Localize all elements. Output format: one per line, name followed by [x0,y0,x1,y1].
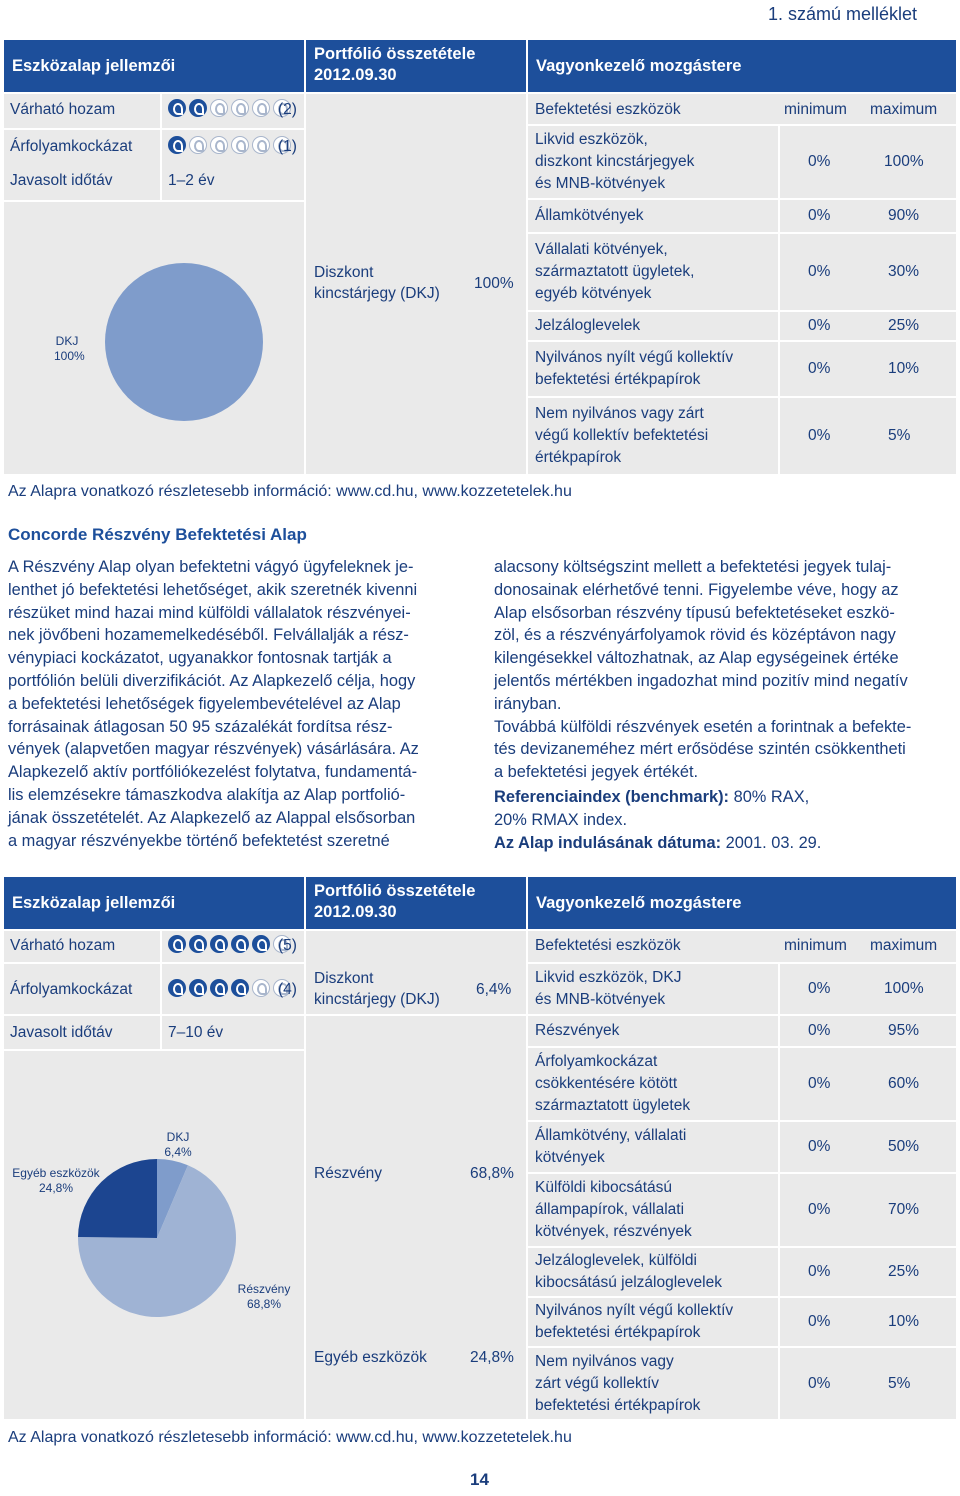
rating-icon [210,979,228,997]
fund1-comp-name-1: Diszkont kincstárjegy (DKJ) [314,264,440,302]
range-row-max: 10% [888,1313,920,1330]
fund1-range-head-assets: Befektetési eszközök [535,101,681,118]
fund2-pie-label-dkj: DKJ 6,4% [164,1130,192,1159]
range-row-min: 0% [808,980,831,997]
rating-icon [210,99,228,117]
fund2-header-range: Vagyonkezelő mozgástere [528,877,956,929]
rating-icon [210,136,228,154]
range-row-min: 0% [808,153,831,170]
annex-label: 1. számú melléklet [768,4,918,24]
rating-icon [252,935,270,953]
rating-icon [252,99,270,117]
fund2-header-char: Eszközalap jellemzői [4,877,304,929]
fund2-comp-value-1: 6,4% [476,981,512,998]
range-row-max: 30% [888,263,920,280]
text-line: lis elemzésekre támaszkodva alakítja az Alap portfolió- [8,785,406,804]
range-row-max: 95% [888,1022,920,1039]
range-row-max: 50% [888,1138,920,1155]
range-row-max: 5% [888,1374,911,1392]
range-row-min: 0% [808,1374,831,1392]
rating-icon [189,979,207,997]
rating-icon [210,935,228,953]
rating-icon [231,99,249,117]
range-row-max: 10% [888,360,920,377]
range-row-max: 90% [888,207,920,224]
rating-icon [189,935,207,953]
fund1-pie-label: DKJ 100% [54,334,85,363]
text-line: irányban. [494,694,562,713]
fund2-pie-label-reszveny: Részvény 68,8% [237,1282,291,1311]
text-line: részüket mind hazai mind külföldi vállalatok részvényei- [8,603,411,622]
text-line: jának összetételét. Az Alapkezelő az Alappal elsősorban [8,808,416,827]
fund2-horizon-label: Javasolt időtáv [10,1024,113,1041]
range-row-min: 0% [808,263,831,280]
rating-icon [189,99,207,117]
rating-icon [168,136,186,154]
concorde-col1 [8,556,467,852]
rating-icon [231,979,249,997]
range-row-min: 0% [808,207,831,224]
range-row-min: 0% [808,1138,831,1155]
range-row-asset: Jelzáloglevelek, külföldi kibocsátású jelzáloglevelek [535,1252,722,1291]
fund1-header-char: Eszközalap jellemzői [4,40,304,92]
range-row-asset: Külföldi kibocsátású állampapírok, vállalati kötvények, részvények [535,1179,692,1240]
text-line: tés devizaneméhez mért erősödése szintén csökkentheti [494,740,906,759]
text-line: alacsony költségszint mellett a befektetési jegyek tulaj- [494,558,892,576]
range-row-asset: Nyilvános nyílt végű kollektív befektetési értékpapírok [535,1302,734,1341]
text-line: donosainak elérhetővé tenni. Figyelembe véve, hogy az [494,580,899,599]
concorde-benchmark [494,786,821,854]
fund2-risk-label: Árfolyamkockázat [10,981,133,998]
fund2-range-head-min: minimum [784,937,847,954]
range-row-max: 70% [888,1201,920,1218]
rating-icon [168,935,186,953]
pie-slice-dkj [105,263,263,421]
fund2-comp-name-1: Diszkont kincstárjegy (DKJ) [314,970,440,1008]
rating-icon [252,136,270,154]
range-row-min: 0% [808,1022,831,1039]
fund1-risk-level: (1) [278,138,297,155]
range-row-max: 100% [884,153,924,170]
fund2-range-head-max: maximum [870,937,938,954]
fund1-exp-return-level: (2) [278,101,297,118]
fund1-risk-icons [168,136,291,154]
fund1-range-head-max: maximum [870,101,938,118]
page-number: 14 [470,1470,489,1489]
fund1-info: Az Alapra vonatkozó részletesebb információ: www.cd.hu, www.kozzetetelek.hu [8,483,572,500]
range-row-min: 0% [808,1313,831,1330]
text-line: A Részvény Alap olyan befektetni vágyó ügyfeleknek je- [8,558,414,576]
text-line: zöl, és a részvényárfolyamok rövid és középtávon nagy [494,626,896,645]
range-row-asset: Államkötvény, vállalati kötvények [535,1127,687,1166]
text-line: Alap elsősorban részvény típusú befektetéseket eszkö- [494,603,895,622]
range-row-max: 100% [884,980,924,997]
range-row-asset: Részvények [535,1022,620,1039]
fund2-exp-return-level: (5) [278,937,297,954]
text-line: Továbbá külföldi részvények esetén a forintnak a befekte- [494,717,912,736]
fund2-horizon-value: 7–10 év [168,1024,224,1041]
range-row-min: 0% [808,427,831,444]
concorde-title: Concorde Részvény Befektetési Alap [8,525,307,544]
range-row-asset: Államkötvények [535,207,644,224]
rating-icon [252,979,270,997]
range-row-min: 0% [808,360,831,377]
fund1-exp-return-icons [168,99,291,117]
range-row-max: 60% [888,1075,920,1092]
fund2-info: Az Alapra vonatkozó részletesebb információ: www.cd.hu, www.kozzetetelek.hu [8,1429,572,1446]
text-line: vénypiaci kockázatot, ugyanakkor fontosnak tartják a [8,649,392,668]
rating-icon [168,979,186,997]
range-row-asset: Nem nyilvános vagy zárt végű kollektív befektetési értékpapírok [535,1352,701,1414]
range-row-max: 25% [888,317,920,334]
fund1-pie-chart [4,202,304,474]
fund2-pie-chart [4,1051,304,1419]
benchmark-value-2: 20% RMAX index. [494,810,628,829]
start-value: 2001. 03. 29. [725,833,822,852]
fund2-exp-return-label: Várható hozam [10,937,116,954]
text-line: Alapkezelő aktív portfóliókezelést folytatva, fundamentá- [8,763,418,782]
fund1-header-range: Vagyonkezelő mozgástere [528,40,956,92]
fund1-range-head-min: minimum [784,101,847,118]
benchmark-label: Referenciaindex (benchmark): [494,788,730,806]
fund1-horizon-label: Javasolt időtáv [10,172,113,189]
fund1-comp-value-1: 100% [474,275,514,292]
fund2-exp-return-icons [168,935,291,953]
fund1-risk-label: Árfolyamkockázat [10,138,133,155]
text-line: vények (alapvetően magyar részvények) vásárlására. Az [8,740,419,759]
range-row-min: 0% [808,1201,831,1218]
text-line: a befektetési lehetőségek figyelembevételével az Alap [8,694,401,713]
text-line: jelentős mértékben ingadozhat mind pozitív mind negatív [494,671,908,690]
fund2-risk-icons [168,979,291,997]
text-line: lenthet jó befektetési lehetőséget, akik szeretnék kivenni [8,580,418,599]
concorde-col2 [494,556,953,784]
fund1-header-portfolio: Portfólió összetétele 2012.09.30 [306,40,526,92]
range-row-max: 25% [888,1263,920,1280]
range-row-asset: Árfolyamkockázat csökkentésére kötött származtatott ügyletek [535,1053,691,1114]
text-line: a befektetési jegyek értékét. [494,763,699,782]
fund1-horizon-value: 1–2 év [168,172,215,189]
range-row-asset: Nyilvános nyílt végű kollektív befektetési értékpapírok [535,349,734,388]
range-row-asset: Jelzáloglevelek [535,317,641,334]
rating-icon [231,935,249,953]
benchmark-value: 80% RAX, [733,788,810,806]
rating-icon [189,136,207,154]
text-line: portfólión belüli diverzifikációt. Az Alapkezelő célja, hogy [8,671,416,690]
fund2-comp-value-3: 24,8% [470,1349,514,1366]
fund2-risk-level: (4) [278,981,297,998]
fund2-header-portfolio: Portfólió összetétele 2012.09.30 [306,877,526,929]
range-row-max: 5% [888,427,911,444]
rating-icon [231,136,249,154]
text-line: a magyar részvényekbe történő befektetést szeretné [8,831,390,850]
fund2-comp-value-2: 68,8% [470,1165,514,1182]
fund2-pie-label-egyeb: Egyéb eszközök 24,8% [12,1166,100,1195]
fund2-comp-name-2: Részvény [314,1165,383,1182]
start-label: Az Alap indulásának dátuma: [494,833,722,852]
range-row-asset: Likvid eszközök, DKJ és MNB-kötvények [535,969,682,1008]
fund1-exp-return-label: Várható hozam [10,101,116,118]
range-row-min: 0% [808,1075,831,1092]
range-row-asset: Vállalati kötvények, származtatott ügyletek, egyéb kötvények [535,241,695,302]
fund2-comp-name-3: Egyéb eszközök [314,1349,427,1366]
text-line: forrásainak átlagosan 50 95 százalékát fordítsa rész- [8,717,393,736]
rating-icon [168,99,186,117]
range-row-asset: Likvid eszközök, diszkont kincstárjegyek és MNB-kötvények [535,131,695,192]
fund2-range-head-assets: Befektetési eszközök [535,937,681,954]
range-row-asset: Nem nyilvános vagy zárt végű kollektív befektetési értékpapírok [535,405,709,466]
range-row-min: 0% [808,317,831,334]
text-line: nek jövőbeni hozamemelkedéséből. Felvállalják a rész- [8,626,409,645]
range-row-min: 0% [808,1263,831,1280]
text-line: kilengésekkel változhatnak, az Alap egységeinek értéke [494,649,899,668]
